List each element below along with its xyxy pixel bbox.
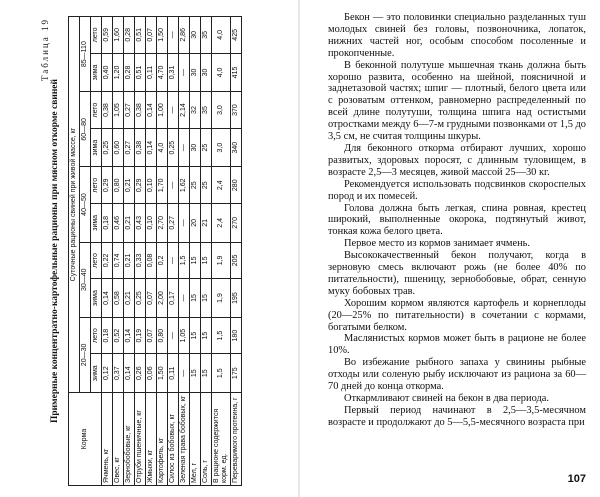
- value-cell: 0,08: [146, 242, 157, 279]
- value-cell: 0,14: [102, 279, 113, 318]
- table-row: [113, 17, 124, 486]
- feed-name-cell: Ячмень, кг: [102, 393, 113, 486]
- value-cell: 35: [201, 17, 212, 54]
- value-cell: 0,52: [113, 317, 124, 354]
- value-cell: 0,31: [168, 53, 179, 92]
- value-cell: —: [179, 53, 190, 92]
- value-cell: —: [168, 92, 179, 129]
- table-row: [146, 17, 157, 486]
- value-cell: 0,17: [168, 279, 179, 318]
- season-header: лето: [91, 317, 102, 354]
- value-cell: 0,27: [168, 204, 179, 243]
- value-cell: 0,11: [146, 53, 157, 92]
- value-cell: 0,59: [102, 17, 113, 54]
- value-cell: 0,14: [146, 92, 157, 129]
- paragraph: Первое место из кормов занимает ячмень.: [344, 238, 531, 250]
- feed-name-cell: Соль, г: [201, 393, 212, 486]
- weight-group-header: 60—80: [80, 92, 91, 167]
- paragraph: Первый период начинают в 2,5—3,5-месячном возрасте и продолжают до 5—5,5-месячного возраста при: [328, 404, 586, 428]
- season-header: зима: [91, 279, 102, 318]
- table-row: [201, 17, 212, 486]
- paragraph: Рекомендуется использовать подсвинков скороспелых пород и их помесей.: [328, 178, 586, 202]
- value-cell: 0,21: [124, 204, 135, 243]
- value-cell: 1,5: [212, 354, 231, 393]
- value-cell: —: [168, 317, 179, 354]
- value-cell: 15: [190, 242, 201, 279]
- feed-column-header: Корма: [69, 393, 102, 486]
- value-cell: 0,28: [124, 17, 135, 54]
- season-header: зима: [91, 53, 102, 92]
- group-label-header: Суточные рационы свиней при живой массе, кг: [69, 17, 80, 393]
- value-cell: 0,26: [135, 354, 146, 393]
- value-cell: 0,60: [113, 128, 124, 167]
- table-row: [124, 17, 135, 486]
- value-cell: 25: [201, 128, 212, 167]
- value-cell: 0,18: [102, 317, 113, 354]
- season-header: лето: [91, 17, 102, 54]
- rotated-table-block: [40, 16, 290, 486]
- value-cell: 0,25: [102, 128, 113, 167]
- value-cell: 2,14: [179, 92, 190, 129]
- weight-group-header: 30—40: [80, 242, 91, 317]
- value-cell: 0,40: [102, 53, 113, 92]
- feed-name-cell: Силос из бобовых, кг: [168, 393, 179, 486]
- weight-group-header: 40—50: [80, 167, 91, 242]
- table-header-row: [69, 17, 80, 486]
- value-cell: 25: [190, 167, 201, 204]
- value-cell: 3,0: [212, 128, 231, 167]
- value-cell: 0,46: [113, 204, 124, 243]
- feed-name-cell: Картофель, кг: [157, 393, 168, 486]
- feed-name-cell: Отруби пшеничные, кг: [135, 393, 146, 486]
- value-cell: —: [168, 242, 179, 279]
- value-cell: 0,37: [113, 354, 124, 393]
- value-cell: 280: [231, 167, 242, 204]
- value-cell: 1,05: [179, 317, 190, 354]
- value-cell: 0,2: [157, 242, 168, 279]
- value-cell: 15: [201, 242, 212, 279]
- value-cell: 0,10: [146, 204, 157, 243]
- value-cell: 2,4: [212, 204, 231, 243]
- value-cell: 1,20: [113, 53, 124, 92]
- value-cell: 0,21: [124, 167, 135, 204]
- value-cell: 340: [231, 128, 242, 167]
- body-text: [328, 12, 586, 429]
- weight-group-header: 20—30: [80, 317, 91, 392]
- value-cell: 21: [201, 204, 212, 243]
- value-cell: 0,28: [124, 53, 135, 92]
- value-cell: —: [179, 354, 190, 393]
- value-cell: 2,70: [157, 204, 168, 243]
- value-cell: —: [179, 279, 190, 318]
- value-cell: 1,9: [212, 279, 231, 318]
- value-cell: 0,38: [135, 92, 146, 129]
- value-cell: 0,14: [124, 317, 135, 354]
- value-cell: 270: [231, 204, 242, 243]
- value-cell: 425: [231, 17, 242, 54]
- value-cell: 4,0: [157, 128, 168, 167]
- table-body: [102, 17, 242, 486]
- value-cell: 0,22: [102, 242, 113, 279]
- feed-name-cell: Жмыхи, кг: [146, 393, 157, 486]
- value-cell: 0,14: [124, 354, 135, 393]
- value-cell: 1,50: [157, 354, 168, 393]
- value-cell: 0,29: [102, 167, 113, 204]
- value-cell: 0,21: [124, 242, 135, 279]
- value-cell: 0,14: [146, 128, 157, 167]
- season-header: зима: [91, 204, 102, 243]
- paragraph: Для беконного откорма отбирают лучших, хорошо развитых, здоровых поросят, с длинным туловищем, в возрасте 2,5—3 месяцев, живой массой 25—30 кг.: [328, 142, 586, 178]
- paragraph: Высококачественный бекон получают, когда в зерновую смесь включают рожь (не более 40% по питательности), пшеницу, зернобобовые, обрат, сенную муку бобовых трав.: [328, 250, 586, 297]
- paragraph: Голова должна быть легкая, спина ровная, крестец широкий, выполненные окорока, подтянутый живот, тонкая кожа белого цвета.: [328, 202, 586, 238]
- value-cell: 15: [201, 354, 212, 393]
- right-page: [300, 0, 600, 497]
- value-cell: 32: [190, 92, 201, 129]
- value-cell: 0,58: [113, 279, 124, 318]
- value-cell: 0,38: [135, 128, 146, 167]
- table-row: [102, 17, 113, 486]
- paragraph: Маслянистых кормов может быть в рационе не более 10%.: [328, 333, 586, 357]
- value-cell: 35: [201, 92, 212, 129]
- value-cell: 0,27: [124, 92, 135, 129]
- value-cell: 370: [231, 92, 242, 129]
- value-cell: 0,19: [135, 317, 146, 354]
- value-cell: 0,07: [146, 279, 157, 318]
- value-cell: 0,25: [135, 279, 146, 318]
- paragraph: Хорошим кормом являются картофель и корнеплоды (20—25% по питательности) в сочетании с кормами, богатыми белком.: [328, 297, 586, 333]
- value-cell: 15: [201, 279, 212, 318]
- value-cell: 30: [190, 53, 201, 92]
- value-cell: 0,27: [124, 128, 135, 167]
- page-number: 107: [567, 473, 586, 485]
- feed-name-cell: Овес, кг: [113, 393, 124, 486]
- table-row: [157, 17, 168, 486]
- value-cell: 3,0: [212, 92, 231, 129]
- value-cell: 2,86: [179, 17, 190, 54]
- value-cell: —: [168, 167, 179, 204]
- value-cell: —: [179, 204, 190, 243]
- ration-table: [68, 16, 242, 486]
- value-cell: 205: [231, 242, 242, 279]
- table-row: [168, 17, 179, 486]
- value-cell: 2,4: [212, 167, 231, 204]
- value-cell: 180: [231, 317, 242, 354]
- value-cell: 0,11: [168, 354, 179, 393]
- value-cell: 1,5: [179, 242, 190, 279]
- season-header: зима: [91, 354, 102, 393]
- table-row: [231, 17, 242, 486]
- value-cell: —: [168, 17, 179, 54]
- value-cell: 175: [231, 354, 242, 393]
- value-cell: 0,06: [146, 354, 157, 393]
- value-cell: 0,80: [113, 167, 124, 204]
- value-cell: 2,00: [157, 279, 168, 318]
- value-cell: 0,74: [113, 242, 124, 279]
- value-cell: 0,51: [135, 53, 146, 92]
- value-cell: 4,0: [212, 53, 231, 92]
- feed-name-cell: Зернобобовые, кг: [124, 393, 135, 486]
- value-cell: 15: [201, 317, 212, 354]
- value-cell: 1,5: [212, 317, 231, 354]
- value-cell: 195: [231, 279, 242, 318]
- value-cell: 0,10: [146, 167, 157, 204]
- value-cell: 20: [190, 204, 201, 243]
- value-cell: 0,25: [168, 128, 179, 167]
- paragraph: Бекон — это половинки специально разделанных туш молодых свиней без головы, позвоночника, лопаток, нижних частей ног, особым способом посоленные и прокопченные.: [328, 12, 586, 59]
- feed-name-cell: Мел, г: [190, 393, 201, 486]
- weight-group-header: 85—110: [80, 17, 91, 92]
- value-cell: 15: [190, 317, 201, 354]
- value-cell: 1,00: [157, 92, 168, 129]
- paragraph: В беконной полутуше мышечная ткань должна быть хорошо развита, особенно на шейной, поясничной и заднетазовой частях; шпиг — плотный, белого цвета или с розоватым оттенком, равномерно распределенный по всей длине полутуши, толщина шпига над остистыми отростками между 6—7-м грудными позвонками от 1,5 до 3,5 см, не считая толщины шкуры.: [328, 59, 586, 143]
- table-row: [179, 17, 190, 486]
- value-cell: 415: [231, 53, 242, 92]
- value-cell: 0,07: [146, 317, 157, 354]
- table-label: Таблица 19: [40, 18, 50, 81]
- value-cell: 1,05: [113, 92, 124, 129]
- paragraph: Откармливают свиней на бекон в два периода.: [344, 393, 549, 404]
- paragraph: Во избежание рыбного запаха у свинины рыбные отходы или соленую рыбу исключают из рациона за 60—70 дней до конца откорма.: [328, 357, 586, 393]
- value-cell: 30: [190, 128, 201, 167]
- value-cell: 1,70: [157, 167, 168, 204]
- value-cell: 0,29: [135, 167, 146, 204]
- season-header: лето: [91, 242, 102, 279]
- table-row: [135, 17, 146, 486]
- feed-name-cell: Переваримого протеина, г: [231, 393, 242, 486]
- season-header: лето: [91, 92, 102, 129]
- table-row: [212, 17, 231, 486]
- value-cell: 0,38: [102, 92, 113, 129]
- table-title: Примерные концентратно-картофельные рационы при мясном откорме свиней: [50, 79, 60, 424]
- value-cell: 0,51: [135, 17, 146, 54]
- value-cell: —: [179, 128, 190, 167]
- value-cell: 0,21: [124, 279, 135, 318]
- season-header: лето: [91, 167, 102, 204]
- value-cell: 30: [190, 17, 201, 54]
- value-cell: 0,43: [135, 204, 146, 243]
- value-cell: 0,12: [102, 354, 113, 393]
- value-cell: 1,60: [113, 17, 124, 54]
- value-cell: 15: [190, 354, 201, 393]
- value-cell: 1,50: [157, 17, 168, 54]
- season-header: зима: [91, 128, 102, 167]
- feed-name-cell: В рационе содержится корм. ед.: [212, 393, 231, 486]
- table-row: [190, 17, 201, 486]
- value-cell: 15: [190, 279, 201, 318]
- value-cell: 1,62: [179, 167, 190, 204]
- value-cell: 25: [201, 167, 212, 204]
- value-cell: 0,80: [157, 317, 168, 354]
- value-cell: 30: [201, 53, 212, 92]
- value-cell: 0,07: [146, 17, 157, 54]
- value-cell: 0,18: [102, 204, 113, 243]
- feed-name-cell: Зеленая трава бобовых, кг: [179, 393, 190, 486]
- value-cell: 0,33: [135, 242, 146, 279]
- value-cell: 1,9: [212, 242, 231, 279]
- value-cell: 4,70: [157, 53, 168, 92]
- value-cell: 4,0: [212, 17, 231, 54]
